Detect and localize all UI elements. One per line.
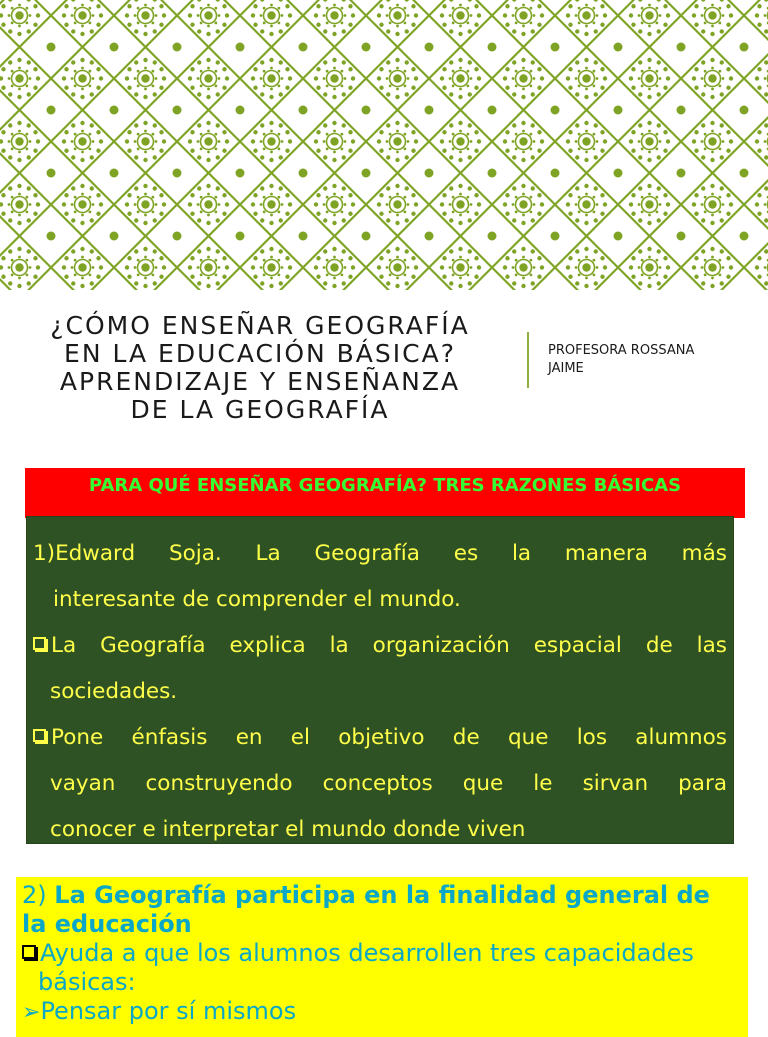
author-line-2: JAIME — [548, 361, 584, 376]
reason-2-arrow-item — [22, 997, 742, 1027]
reason-1-bullet — [33, 715, 727, 761]
reason-1-bullet-text: Pone énfasis en el objetivo de que los alumnos — [51, 725, 727, 750]
reason-2-heading — [22, 881, 742, 939]
reason-2-bullet-continuation: básicas: — [38, 968, 136, 996]
reason-1-box — [26, 516, 734, 844]
reason-1-line: sociedades. — [50, 679, 178, 704]
reason-2-bullet — [22, 939, 742, 968]
main-title-line-2: EN LA EDUCACIÓN BÁSICA? — [64, 339, 456, 368]
main-title-line-1: ¿CÓMO ENSEÑAR GEOGRAFÍA — [50, 311, 470, 340]
checkbox-bullet-icon — [22, 945, 36, 959]
reason-2-number: 2) — [22, 881, 47, 909]
arrow-bullet-icon: ➢ — [22, 1000, 41, 1025]
reason-2-arrow-text: Pensar por sí mismos — [40, 997, 297, 1025]
main-title-line-4: DE LA GEOGRAFÍA — [130, 395, 390, 424]
checkbox-bullet-icon — [33, 729, 46, 742]
author-line-1: PROFESORA ROSSANA — [548, 343, 695, 358]
reason-1-bullet-text: La Geografía explica la organización espacial de las — [51, 633, 727, 658]
reason-2-box — [16, 877, 748, 1037]
reason-2-bullet-text: Ayuda a que los alumnos desarrollen tres capacidades — [40, 939, 694, 967]
reason-2-heading-text: La Geografía participa en la finalidad general de la educación — [22, 881, 710, 938]
reason-1-bullet — [33, 623, 727, 669]
checkbox-bullet-icon — [33, 637, 46, 650]
reason-1-line: interesante de comprender el mundo. — [53, 587, 461, 612]
reason-1-line: conocer e interpretar el mundo donde viven — [50, 817, 526, 842]
title-divider — [527, 332, 529, 388]
main-title-line-3: APRENDIZAJE Y ENSEÑANZA — [59, 367, 461, 396]
pattern-graphic — [0, 0, 768, 290]
reason-1-line: vayan construyendo conceptos que le sirvan para — [50, 771, 727, 796]
reason-1-line: 1)Edward Soja. La Geografía es la manera más — [33, 541, 727, 566]
decorative-pattern-banner — [0, 0, 768, 290]
main-title — [10, 312, 510, 424]
section-banner — [25, 468, 745, 518]
section-banner-text: PARA QUÉ ENSEÑAR GEOGRAFÍA? TRES RAZONES BÁSICAS — [88, 475, 682, 496]
author-name — [548, 342, 748, 378]
